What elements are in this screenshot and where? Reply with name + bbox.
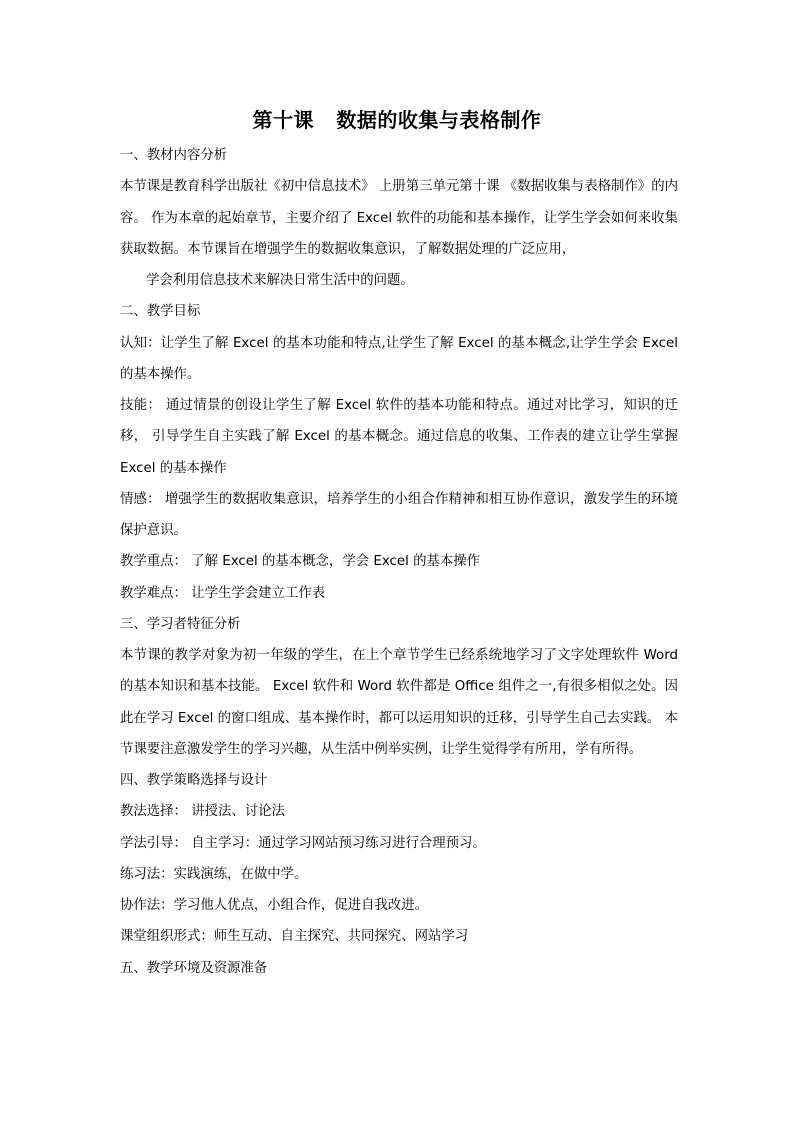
- paragraph-textbook-analysis-continued: 学会利用信息技术来解决日常生活中的问题。: [146, 273, 414, 288]
- paragraph-goal-cognition: 认知：让学生了解 Excel 的基本功能和特点,让学生了解 Excel 的基本概念,让学生学会 Excel 的基本操作。: [120, 335, 678, 382]
- section-heading-teaching-goals: 二、教学目标: [120, 304, 201, 320]
- paragraph-key-points: 教学重点： 了解 Excel 的基本概念，学会 Excel 的基本操作: [120, 554, 481, 570]
- paragraph-teaching-methods: 教法选择： 讲授法、讨论法: [120, 804, 285, 820]
- document-body: [120, 140, 678, 984]
- paragraph-goal-emotion: 情感： 增强学生的数据收集意识，培养学生的小组合作精神和相互协作意识，激发学生的环境保护意识。: [120, 491, 678, 538]
- section-heading-teaching-strategy: 四、教学策略选择与设计: [120, 773, 268, 788]
- paragraph-class-organization: 课堂组织形式：师生互动、自主探究、共同探究、网站学习: [120, 929, 469, 945]
- paragraph-learning-guidance: 学法引导： 自主学习：通过学习网站预习练习进行合理预习。: [120, 835, 486, 851]
- section-heading-environment-resources: 五、教学环境及资源准备: [120, 960, 268, 976]
- paragraph-learner-analysis: 本节课的教学对象为初一年级的学生，在上个章节学生已经系统地学习了文字处理软件 Word 的基本知识和基本技能。 Excel 软件和 Word 软件都是 Office 组件之一,有很多相似之处。因此在学习 Excel 的窗口组成、基本操作时，都可以运用知识的迁移，引导学生自己去实践。 本节课要注意激发学生的学习兴趣，从生活中例举实例，让学生觉得学有所用，学有所得。: [120, 648, 678, 757]
- section-heading-learner-analysis: 三、学习者特征分析: [120, 616, 241, 632]
- section-heading-textbook-analysis: 一、教材内容分析: [120, 148, 228, 163]
- paragraph-difficulties: 教学难点： 让学生学会建立工作表: [120, 585, 326, 601]
- page-title: 第十课 数据的收集与表格制作: [252, 108, 542, 132]
- paragraph-cooperation-method: 协作法：学习他人优点，小组合作，促进自我改进。: [120, 898, 428, 913]
- paragraph-goal-skills: 技能： 通过情景的创设让学生了解 Excel 软件的基本功能和特点。通过对比学习，知识的迁移， 引导学生自主实践了解 Excel 的基本概念。通过信息的收集、工作表的建立让学生掌握 Excel 的基本操作: [120, 398, 678, 476]
- paragraph-textbook-analysis: 本节课是教育科学出版社《初中信息技术》 上册第三单元第十课 《数据收集与表格制作》的内容。 作为本章的起始章节，主要介绍了 Excel 软件的功能和基本操作，让学生学会如何来收集获取数据。本节课旨在增强学生的数据收集意识，了解数据处理的广泛应用，: [120, 179, 678, 257]
- paragraph-practice-method: 练习法：实践演练，在做中学。: [120, 866, 308, 882]
